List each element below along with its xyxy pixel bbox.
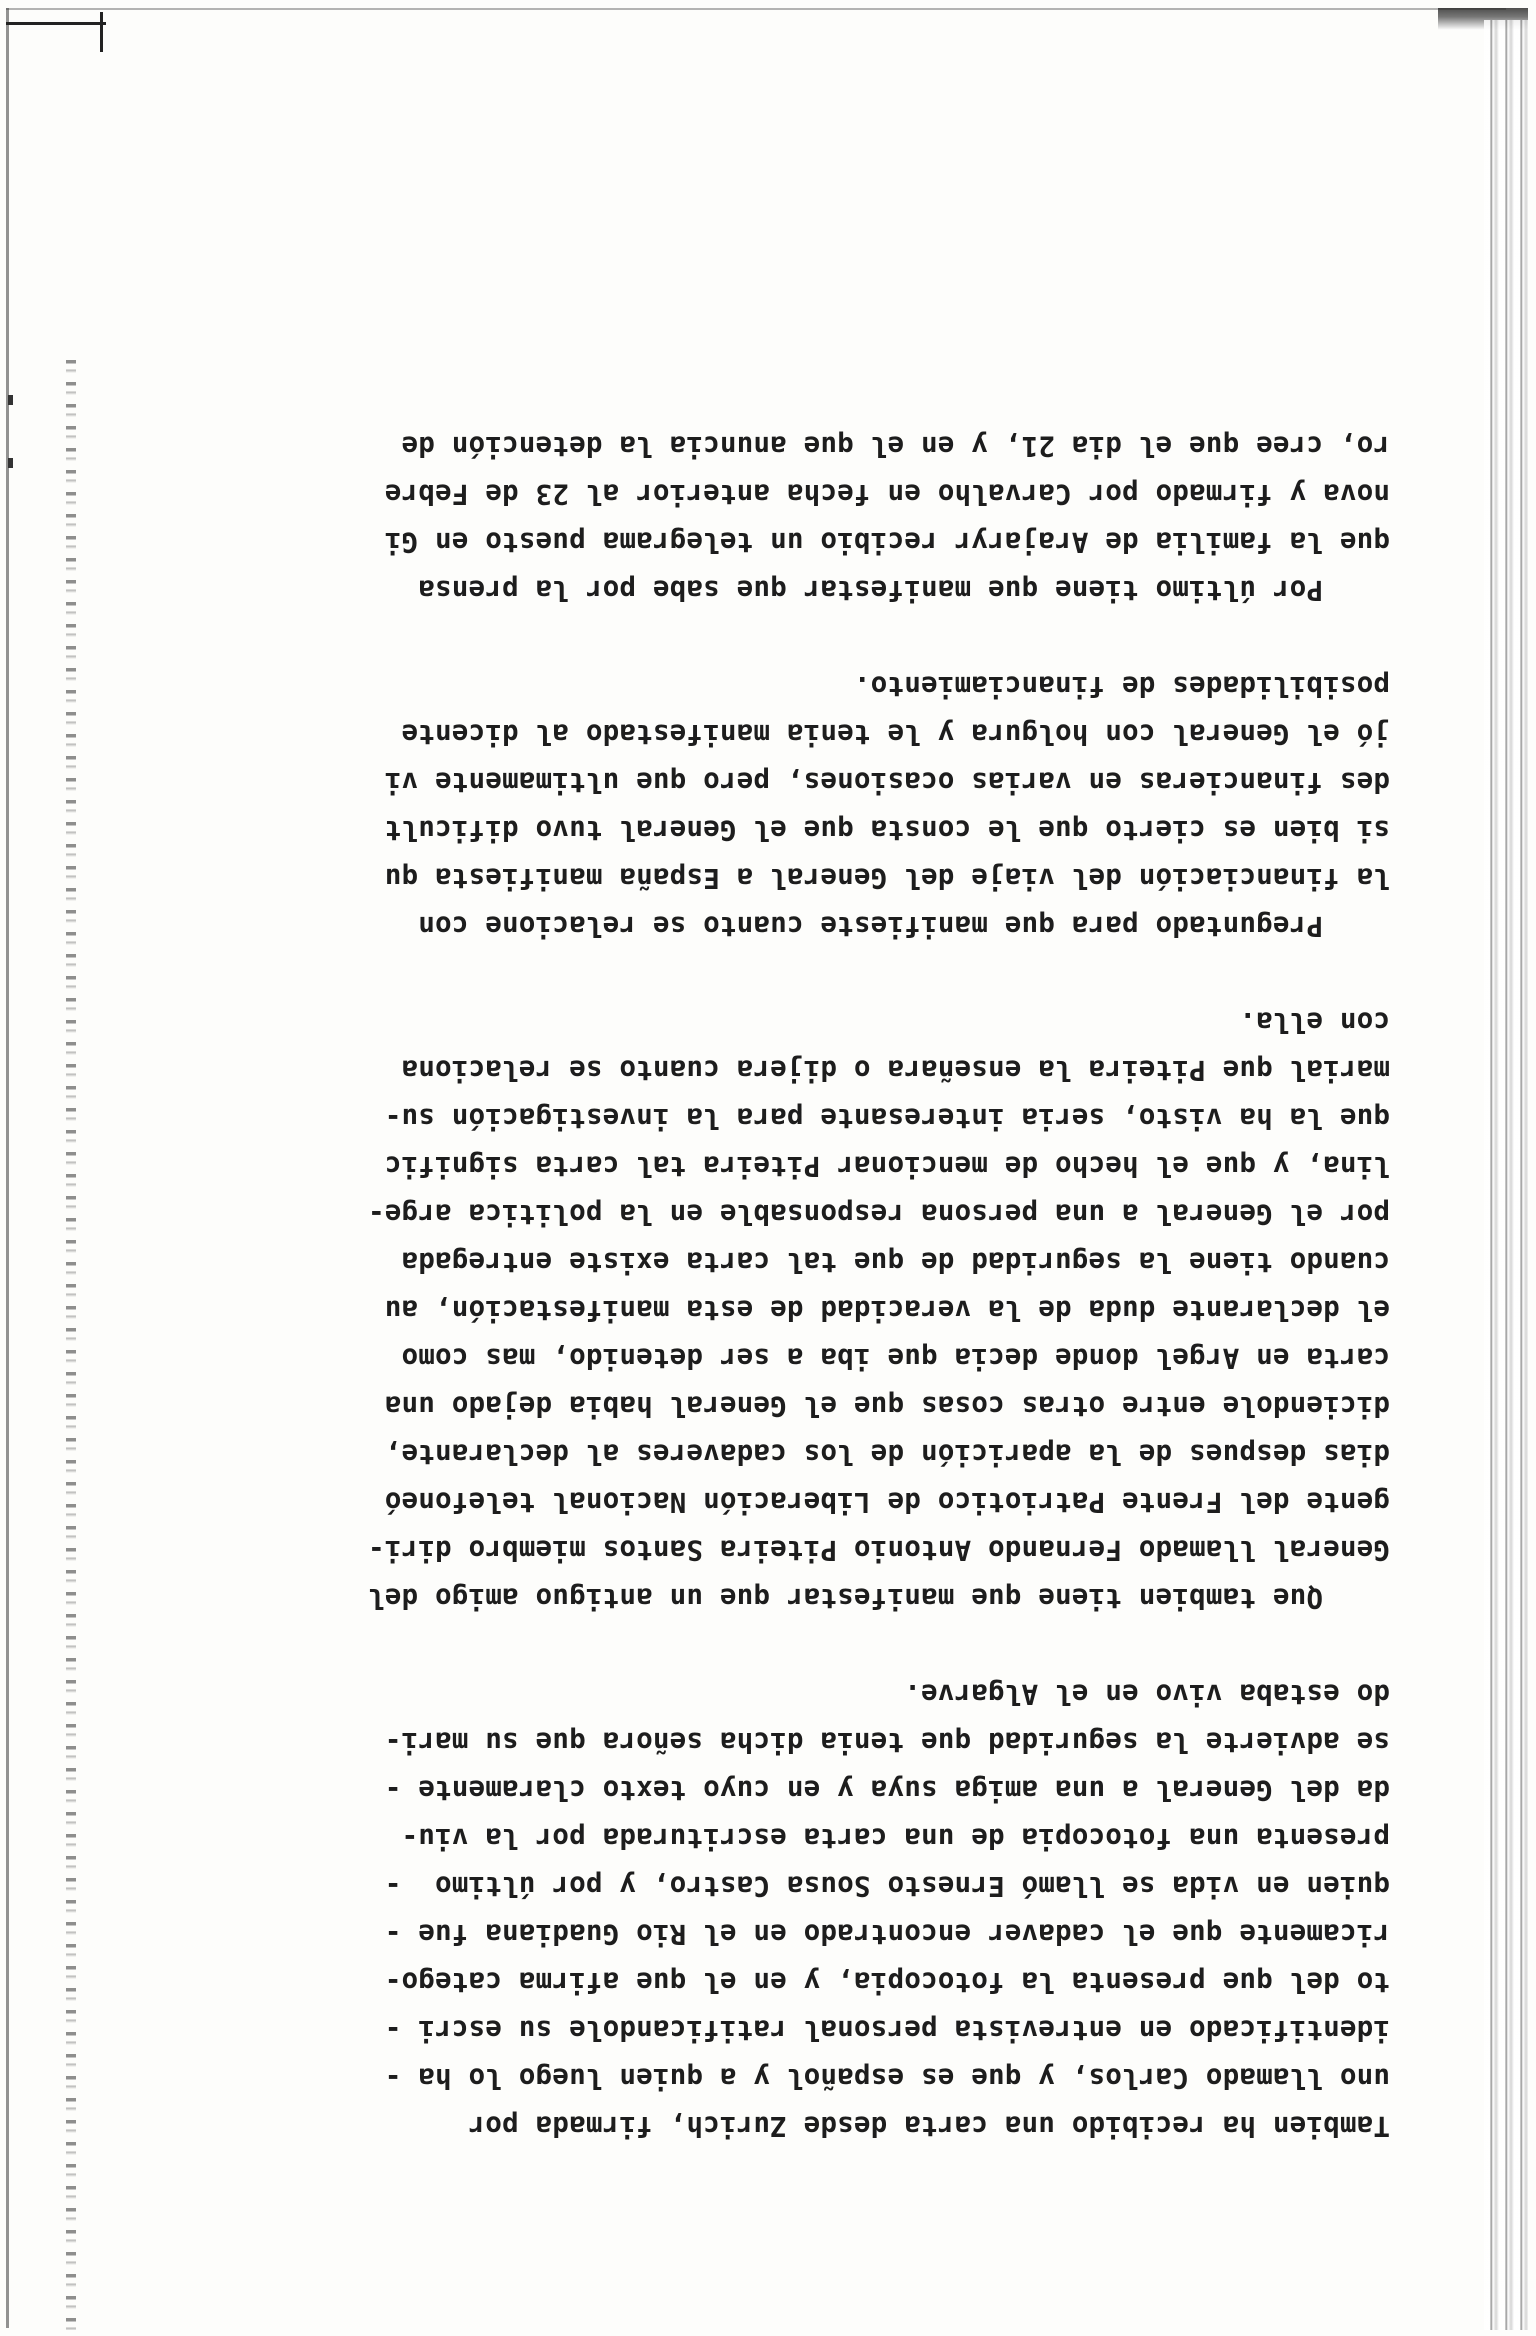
text-line: Por último tiene que manifestar que sabe por la prensa [418, 574, 1390, 606]
text-line: que la ha visto, seria interesante para la investigación su- [384, 1102, 1390, 1134]
scan-top-border [6, 8, 1506, 10]
text-line: presenta una fotocopia de una carta escriturada por la viu- [401, 1822, 1390, 1854]
text-line: lina, y que el hecho de mencionar Piteira tal carta signific [384, 1150, 1390, 1182]
text-line: diciendole entre otras cosas que el General habia dejado una [384, 1390, 1390, 1422]
text-line: identificado en entrevista personal ratificandole su escri - [384, 2014, 1390, 2046]
margin-speckles [66, 360, 76, 2330]
binding-edge [1484, 20, 1528, 2330]
text-line: des financieras en varias ocasiones, pero que ultimamente vi [384, 766, 1390, 798]
text-line: se advierte la seguridad que tenia dicha señora que su mari- [384, 1726, 1390, 1758]
text-line: General llamado Fernando Antonio Piteira Santos miembro diri- [367, 1534, 1390, 1566]
text-line: do estaba vivo en el Algarve. [904, 1678, 1390, 1710]
text-line: Preguntado para que manifieste cuanto se relacione con [418, 910, 1390, 942]
text-line: por el General a una persona responsable en la politica arge- [367, 1198, 1390, 1230]
text-line: la financiación del viaje del General a España manifiesta qu [384, 862, 1390, 894]
text-line: Tambien ha recibido una carta desde Zurich, firmada por [468, 2110, 1390, 2142]
margin-tick [8, 395, 13, 405]
text-line: dias despues de la aparición de los cadaveres al declarante, [384, 1438, 1390, 1470]
text-line: to del que presenta la fotocopia, y en el que afirma catego- [384, 1966, 1390, 1998]
text-line: posibilidades de financiamiento. [853, 670, 1390, 702]
paragraph-financing [90, 662, 1390, 950]
paragraph-gap [90, 1622, 1390, 1670]
corner-mark-vertical [100, 12, 103, 52]
text-line: si bien es cierto que le consta que el General tuvo dificult [384, 814, 1390, 846]
corner-mark [6, 22, 106, 25]
text-line: Que tambien tiene que manifestar que un antiguo amigo del [367, 1582, 1390, 1614]
text-line: nova y firmado por Carvalho en fecha anterior al 23 de Febre [384, 478, 1390, 510]
text-line: con ella. [1239, 1006, 1390, 1038]
text-line: da del General a una amiga suya y en cuyo texto claramente - [384, 1774, 1390, 1806]
text-line: carta en Argel donde decia que iba a ser detenido, mas como [401, 1342, 1390, 1374]
scan-left-border [6, 8, 9, 2328]
margin-tick [8, 458, 13, 468]
text-line: quien en vida se llamó Ernesto Sousa Castro, y por último - [384, 1870, 1390, 1902]
paragraph-gap [90, 950, 1390, 998]
text-line: marial que Piteira la enseñara o dijera cuanto se relaciona [401, 1054, 1390, 1086]
text-line: jó el General con holgura y le tenia manifestado al dicente [401, 718, 1390, 750]
text-line: gente del Frente Patriotico de Liberación Nacional telefoneó [384, 1486, 1390, 1518]
text-line: el declarante duda de la veracidad de esta manifestación, au [384, 1294, 1390, 1326]
typewritten-text-block [90, 90, 1390, 2150]
text-line: ro, cree que el dia 21, y en el que anuncia la detención de [401, 430, 1390, 462]
paragraph-telegram [90, 422, 1390, 614]
paragraph-letter-from-zurich [90, 1670, 1390, 2150]
text-line: uno llamado Carlos, y que es español y a quien luego lo ha - [384, 2062, 1390, 2094]
paragraph-gap [90, 614, 1390, 662]
text-line: cuando tiene la seguridad de que tal carta existe entregada [401, 1246, 1390, 1278]
paragraph-piteira-santos [90, 998, 1390, 1622]
text-line: ricamente que el cadaver encontrado en el Rio Guadiana fue - [384, 1918, 1390, 1950]
text-line: que la familia de Arajaryr recibio un telegrama puesto en Gi [384, 526, 1390, 558]
